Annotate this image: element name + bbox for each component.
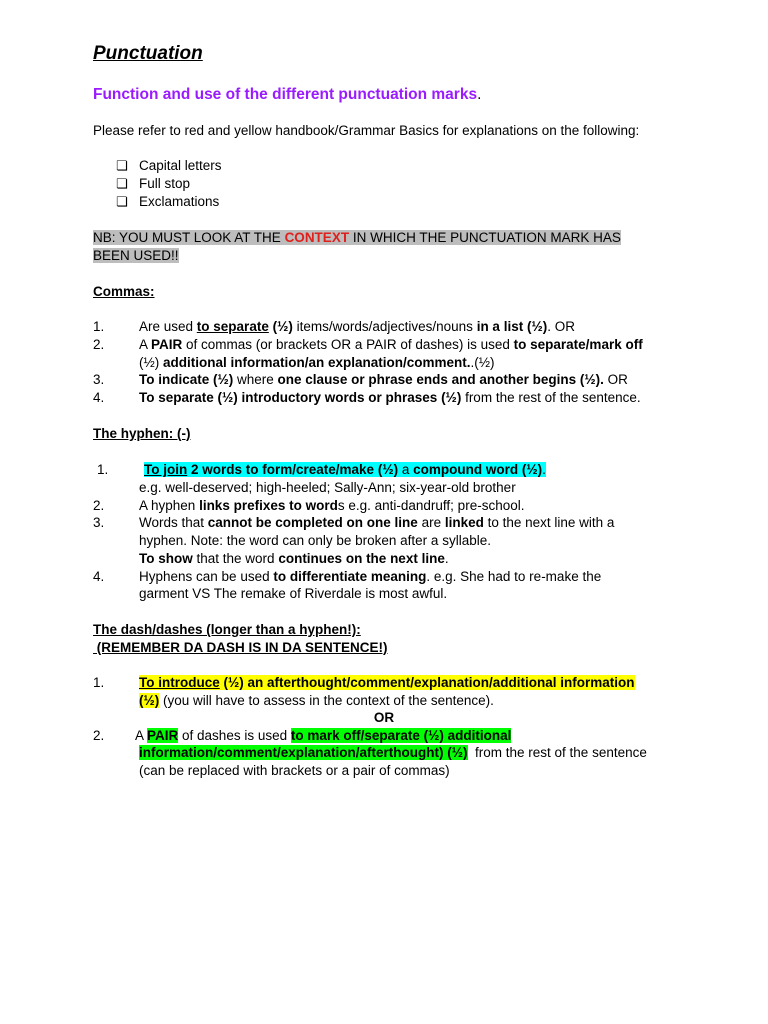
item-number: 2. (93, 498, 105, 513)
checkbox-square-icon: ❏ (116, 158, 128, 173)
hyphen-item-4-line2: garment VS The remake of Riverdale is most awful. (139, 586, 448, 601)
page-title: Punctuation (93, 43, 203, 64)
hyphen-item-3-line3: To show that the word continues on the next line. (139, 551, 449, 566)
dash-subheading: (REMEMBER DA DASH IS IN DA SENTENCE!) (93, 640, 388, 655)
item-text: To introduce (½) an afterthought/comment/explanation/additional information (139, 675, 635, 690)
commas-item-2-line2: (½) additional information/an explanation/comment..(½) (139, 355, 495, 370)
item-number: 3. (93, 515, 105, 530)
hyphen-item-3-line2: hyphen. Note: the word can only be broken after a syllable. (139, 533, 491, 548)
dash-item-1-line2: (½) (you will have to assess in the context of the sentence). (139, 693, 494, 708)
bullet-label: Full stop (139, 176, 191, 191)
subtitle-text: Function and use of the different punctuation marks (93, 86, 478, 103)
item-text: A hyphen links prefixes to words e.g. anti-dandruff; pre-school. (139, 498, 525, 513)
item-number: 2. (93, 337, 105, 352)
checkbox-square-icon: ❏ (116, 194, 128, 209)
topic-bullet-list (116, 157, 708, 211)
intro-paragraph: Please refer to red and yellow handbook/Grammar Basics for explanations on the following: (93, 123, 640, 138)
item-number: 1. (97, 462, 109, 477)
nb-suffix: IN WHICH THE PUNCTUATION MARK HAS (349, 230, 621, 245)
bullet-label: Capital letters (139, 158, 222, 173)
item-text: To indicate (½) where one clause or phrase ends and another begins (½). OR (139, 372, 628, 387)
nb-prefix: NB: YOU MUST LOOK AT THE (93, 230, 285, 245)
bullet-item (116, 175, 708, 193)
item-number: 1. (93, 319, 105, 334)
nb-context-word: CONTEXT (284, 230, 350, 245)
dash-item-2-line3: (can be replaced with brackets or a pair of commas) (139, 763, 450, 778)
nb-line2: BEEN USED!! (93, 248, 179, 263)
hyphen-item-1-example: e.g. well-deserved; high-heeled; Sally-Ann; six-year-old brother (139, 480, 516, 495)
bullet-item (116, 157, 708, 175)
commas-heading: Commas: (93, 284, 155, 299)
item-number: 4. (93, 390, 105, 405)
subtitle-period: . (477, 86, 482, 103)
item-number: 1. (93, 675, 105, 690)
checkbox-square-icon: ❏ (116, 176, 128, 191)
hyphen-heading: The hyphen: (-) (93, 426, 191, 441)
dash-item-2-line2: information/comment/explanation/afterthought) (½) from the rest of the sentence (139, 745, 647, 760)
bullet-label: Exclamations (139, 194, 220, 209)
or-divider: OR (373, 710, 395, 725)
item-text: Are used to separate (½) items/words/adjectives/nouns in a list (½). OR (139, 319, 575, 334)
item-number: 2. (93, 728, 105, 743)
bullet-item (116, 193, 708, 211)
subtitle (93, 85, 708, 105)
item-text: Hyphens can be used to differentiate meaning. e.g. She had to re-make the (139, 569, 602, 584)
item-number: 4. (93, 569, 105, 584)
item-text: A PAIR of commas (or brackets OR a PAIR of dashes) is used to separate/mark off (139, 337, 643, 352)
nb-text (93, 230, 621, 245)
item-text: Words that cannot be completed on one line are linked to the next line with a (139, 515, 615, 530)
item-number: 3. (93, 372, 105, 387)
item-text: To separate (½) introductory words or phrases (½) from the rest of the sentence. (139, 390, 641, 405)
item-text: A PAIR of dashes is used to mark off/separate (½) additional (135, 728, 512, 743)
item-text: To join 2 words to form/create/make (½) a compound word (½). (144, 462, 546, 477)
dash-heading: The dash/dashes (longer than a hyphen!): (93, 622, 361, 637)
